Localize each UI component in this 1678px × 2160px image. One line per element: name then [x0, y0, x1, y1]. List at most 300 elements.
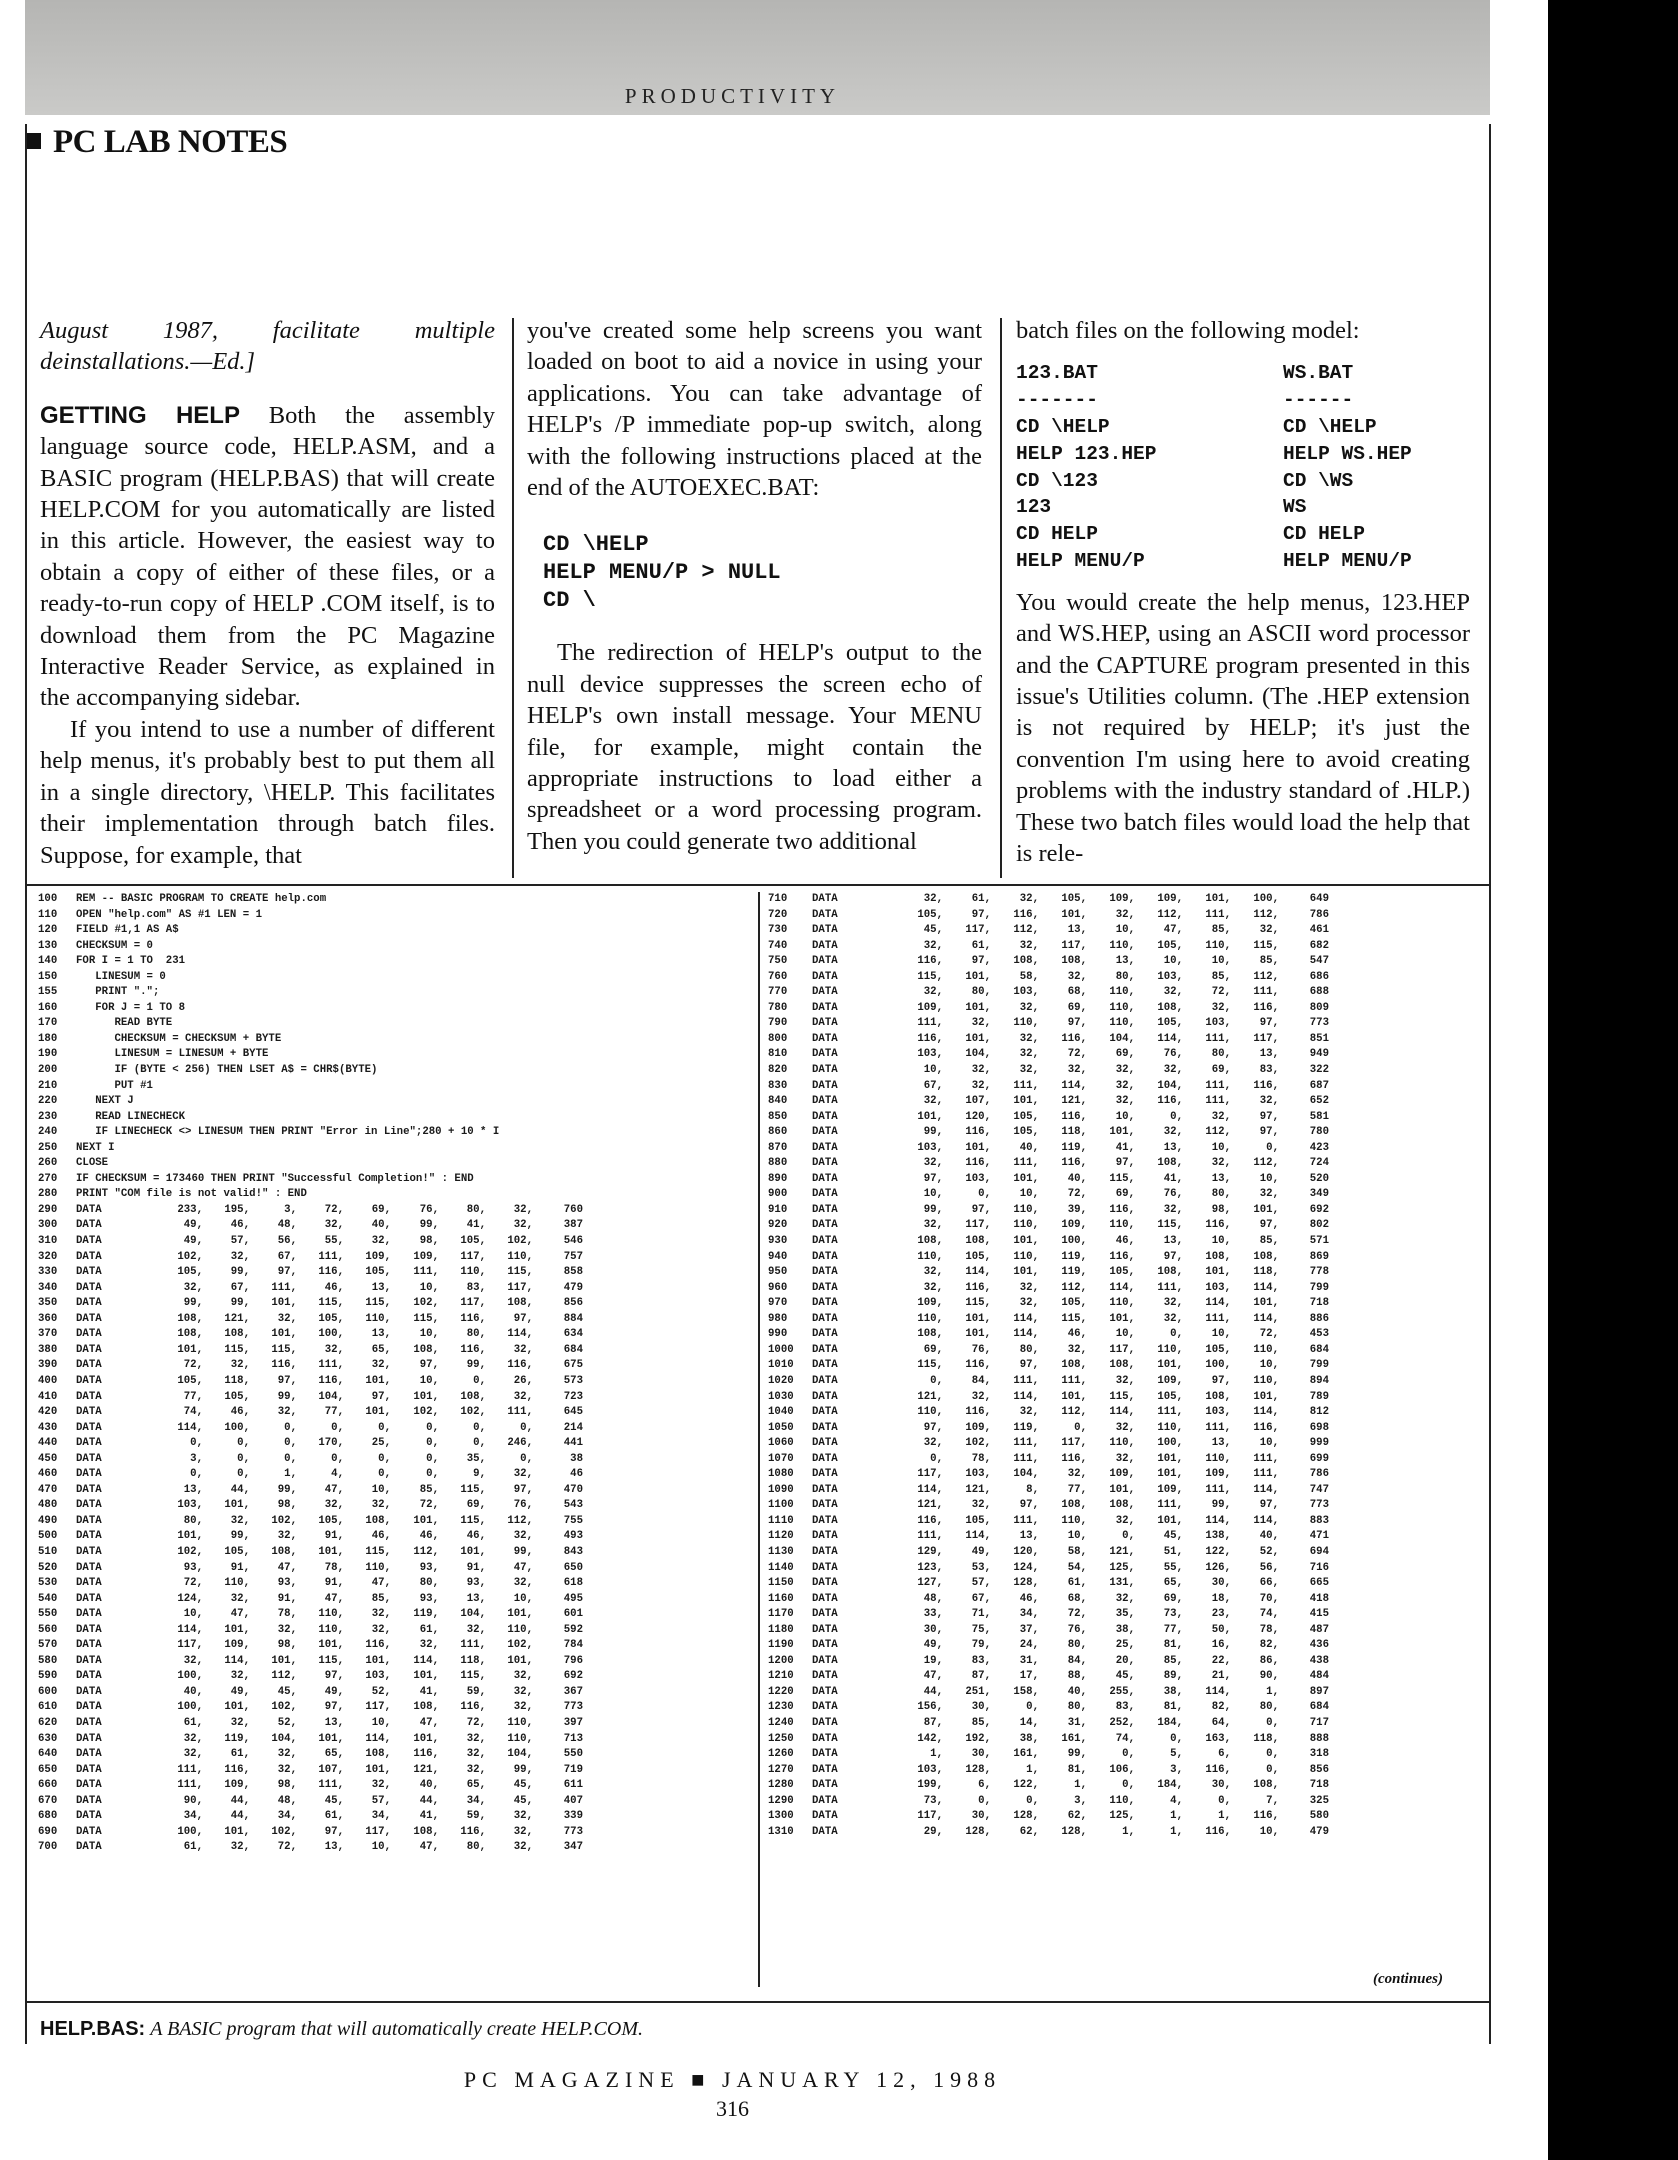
data-keyword: DATA	[812, 1577, 838, 1590]
line-number: 470	[38, 1483, 58, 1496]
data-value: 32,	[923, 1095, 943, 1108]
data-value: 32,	[1163, 1203, 1183, 1216]
line-number: 520	[38, 1561, 58, 1574]
data-value: 0,	[190, 1468, 203, 1481]
data-value: 65,	[324, 1748, 344, 1761]
statement: NEXT J	[76, 1095, 134, 1108]
data-value: 115,	[507, 1266, 533, 1279]
data-value: 170,	[318, 1437, 344, 1450]
data-value: 101,	[365, 1374, 391, 1387]
statement: FIELD #1,1 AS A$	[76, 924, 179, 937]
data-keyword: DATA	[812, 1203, 838, 1216]
line-checksum: 675	[563, 1359, 583, 1372]
data-value: 85,	[1163, 1654, 1183, 1667]
data-value: 69,	[1067, 1001, 1087, 1014]
data-keyword: DATA	[812, 1732, 838, 1745]
data-value: 111,	[1061, 1374, 1087, 1387]
data-keyword: DATA	[76, 1312, 102, 1325]
data-value: 48,	[923, 1592, 943, 1605]
line-number: 110	[38, 908, 58, 921]
data-keyword: DATA	[812, 1017, 838, 1030]
data-value: 5,	[1170, 1748, 1183, 1761]
data-value: 32,	[277, 1623, 297, 1636]
data-value: 111,	[1157, 1499, 1183, 1512]
line-number: 1140	[768, 1561, 794, 1574]
data-value: 184,	[1157, 1716, 1183, 1729]
data-value: 101,	[1253, 1297, 1279, 1310]
data-value: 91,	[466, 1561, 486, 1574]
data-value: 101,	[1157, 1359, 1183, 1372]
data-value: 161,	[1061, 1732, 1087, 1745]
data-value: 121,	[1109, 1545, 1135, 1558]
code-line: CD \	[543, 588, 596, 614]
line-number: 740	[768, 939, 788, 952]
line-number: 560	[38, 1623, 58, 1636]
data-value: 126,	[1205, 1561, 1231, 1574]
data-value: 13,	[1115, 955, 1135, 968]
line-checksum: 684	[563, 1343, 583, 1356]
data-value: 73,	[1163, 1608, 1183, 1621]
data-value: 112,	[507, 1514, 533, 1527]
statement: READ LINECHECK	[76, 1110, 186, 1123]
data-value: 48,	[277, 1219, 297, 1232]
data-value: 117,	[917, 1810, 943, 1823]
data-value: 103,	[1205, 1017, 1231, 1030]
line-checksum: 784	[563, 1639, 583, 1652]
data-keyword: DATA	[76, 1219, 102, 1232]
data-value: 30,	[1211, 1577, 1231, 1590]
data-value: 123,	[917, 1561, 943, 1574]
data-keyword: DATA	[812, 1452, 838, 1465]
data-value: 99,	[923, 1203, 943, 1216]
data-value: 114,	[224, 1654, 250, 1667]
line-number: 610	[38, 1701, 58, 1714]
data-value: 111,	[460, 1639, 486, 1652]
data-value: 29,	[923, 1825, 943, 1838]
data-value: 110,	[507, 1732, 533, 1745]
data-value: 85,	[371, 1592, 391, 1605]
data-value: 128,	[965, 1763, 991, 1776]
data-value: 3,	[284, 1203, 297, 1216]
data-value: 118,	[1253, 1266, 1279, 1279]
statement: PRINT ".";	[76, 986, 160, 999]
data-value: 111,	[1253, 1452, 1279, 1465]
data-value: 121,	[413, 1763, 439, 1776]
data-value: 101,	[1013, 1235, 1039, 1248]
data-value: 117,	[1061, 1437, 1087, 1450]
data-value: 17,	[1019, 1670, 1039, 1683]
data-value: 77,	[1067, 1483, 1087, 1496]
data-value: 100,	[1253, 893, 1279, 905]
data-value: 70,	[1259, 1592, 1279, 1605]
data-value: 13,	[1259, 1048, 1279, 1061]
data-value: 32,	[513, 1203, 533, 1216]
data-value: 111,	[318, 1779, 344, 1792]
data-value: 61,	[419, 1623, 439, 1636]
line-number: 150	[38, 970, 58, 983]
data-keyword: DATA	[76, 1266, 102, 1279]
data-value: 40,	[1067, 1685, 1087, 1698]
data-value: 31,	[1067, 1716, 1087, 1729]
data-value: 110,	[1157, 1343, 1183, 1356]
line-number: 1280	[768, 1779, 794, 1792]
data-value: 110,	[1157, 1421, 1183, 1434]
data-value: 115,	[365, 1297, 391, 1310]
line-number: 700	[38, 1841, 58, 1854]
data-value: 101,	[1109, 1126, 1135, 1139]
line-number: 1040	[768, 1406, 794, 1419]
data-value: 72,	[1211, 986, 1231, 999]
data-value: 101,	[460, 1545, 486, 1558]
line-number: 250	[38, 1141, 58, 1154]
data-value: 0,	[237, 1437, 250, 1450]
data-value: 111,	[1205, 1095, 1231, 1108]
scan-edge-strip	[1548, 0, 1678, 2160]
data-value: 114,	[1253, 1514, 1279, 1527]
data-value: 32,	[1163, 1064, 1183, 1077]
line-checksum: 550	[563, 1748, 583, 1761]
data-value: 104,	[1157, 1079, 1183, 1092]
data-value: 13,	[1067, 924, 1087, 937]
data-value: 106,	[1109, 1763, 1135, 1776]
data-value: 99,	[419, 1219, 439, 1232]
data-value: 117,	[365, 1701, 391, 1714]
data-keyword: DATA	[812, 939, 838, 952]
data-value: 57,	[971, 1577, 991, 1590]
data-value: 116,	[1109, 1250, 1135, 1263]
batch-123-line: -------	[1016, 389, 1098, 412]
data-value: 44,	[419, 1794, 439, 1807]
data-value: 99,	[183, 1297, 203, 1310]
data-value: 47,	[324, 1592, 344, 1605]
data-value: 115,	[1253, 939, 1279, 952]
data-value: 100,	[177, 1670, 203, 1683]
data-value: 116,	[1253, 1810, 1279, 1823]
data-value: 32,	[466, 1623, 486, 1636]
line-checksum: 684	[1309, 1343, 1329, 1356]
data-keyword: DATA	[76, 1406, 102, 1419]
data-value: 109,	[1109, 893, 1135, 905]
line-checksum: 778	[1309, 1266, 1329, 1279]
line-checksum: 897	[1309, 1685, 1329, 1698]
data-value: 32,	[971, 1017, 991, 1030]
data-value: 80,	[1211, 1048, 1231, 1061]
data-value: 32,	[1115, 1374, 1135, 1387]
data-value: 114,	[1205, 1297, 1231, 1310]
data-value: 110,	[318, 1608, 344, 1621]
data-value: 76,	[971, 1343, 991, 1356]
statement: IF CHECKSUM = 173460 THEN PRINT "Successful Completion!" : END	[76, 1172, 474, 1185]
data-value: 105,	[460, 1235, 486, 1248]
data-value: 116,	[1205, 1825, 1231, 1838]
data-value: 112,	[413, 1545, 439, 1558]
data-value: 104,	[965, 1048, 991, 1061]
line-number: 310	[38, 1235, 58, 1248]
data-keyword: DATA	[76, 1499, 102, 1512]
data-value: 65,	[371, 1343, 391, 1356]
data-value: 10,	[1211, 1235, 1231, 1248]
line-number: 960	[768, 1281, 788, 1294]
data-value: 116,	[917, 1514, 943, 1527]
data-value: 0,	[1122, 1530, 1135, 1543]
data-value: 46,	[1115, 1235, 1135, 1248]
data-value: 66,	[1259, 1577, 1279, 1590]
line-checksum: 747	[1309, 1483, 1329, 1496]
data-value: 108,	[917, 1235, 943, 1248]
data-value: 1,	[1266, 1685, 1279, 1698]
line-number: 820	[768, 1064, 788, 1077]
data-value: 138,	[1205, 1530, 1231, 1543]
data-value: 91,	[277, 1592, 297, 1605]
data-value: 89,	[1163, 1670, 1183, 1683]
data-value: 13,	[466, 1592, 486, 1605]
data-value: 69,	[923, 1343, 943, 1356]
statement: IF (BYTE < 256) THEN LSET A$ = CHR$(BYTE)	[76, 1064, 378, 1077]
data-value: 25,	[1115, 1639, 1135, 1652]
line-number: 690	[38, 1825, 58, 1838]
data-value: 116,	[1109, 1203, 1135, 1216]
data-value: 58,	[1067, 1545, 1087, 1558]
data-keyword: DATA	[812, 1141, 838, 1154]
data-value: 47,	[324, 1483, 344, 1496]
data-value: 111,	[1013, 1437, 1039, 1450]
data-value: 32,	[971, 1079, 991, 1092]
data-value: 32,	[1019, 1048, 1039, 1061]
listing-top-rule	[25, 884, 1490, 886]
line-number: 480	[38, 1499, 58, 1512]
right-rule	[1489, 124, 1491, 2044]
data-value: 108,	[177, 1328, 203, 1341]
data-value: 117,	[365, 1825, 391, 1838]
line-checksum: 888	[1309, 1732, 1329, 1745]
data-value: 115,	[271, 1343, 297, 1356]
data-value: 13,	[1163, 1141, 1183, 1154]
data-value: 91,	[324, 1577, 344, 1590]
data-value: 122,	[1013, 1779, 1039, 1792]
data-value: 101,	[365, 1654, 391, 1667]
data-value: 13,	[1211, 1437, 1231, 1450]
data-value: 108,	[460, 1390, 486, 1403]
data-value: 65,	[466, 1779, 486, 1792]
data-value: 114,	[1253, 1406, 1279, 1419]
data-value: 41,	[1115, 1141, 1135, 1154]
data-value: 0,	[473, 1374, 486, 1387]
data-value: 46,	[419, 1530, 439, 1543]
data-value: 105,	[1013, 1110, 1039, 1123]
data-value: 101,	[413, 1390, 439, 1403]
data-value: 40,	[1067, 1172, 1087, 1185]
data-value: 81,	[1163, 1701, 1183, 1714]
data-value: 72,	[1259, 1328, 1279, 1341]
data-keyword: DATA	[812, 1514, 838, 1527]
data-value: 44,	[230, 1810, 250, 1823]
data-value: 0,	[1170, 1328, 1183, 1341]
editor-note: August 1987, facilitate multiple deinstallations.—Ed.]	[40, 317, 495, 376]
data-value: 119,	[1013, 1421, 1039, 1434]
batch-ws-line: HELP MENU/P	[1283, 549, 1412, 572]
data-value: 10,	[1115, 1110, 1135, 1123]
data-value: 107,	[965, 1095, 991, 1108]
line-checksum: 634	[563, 1328, 583, 1341]
data-value: 56,	[277, 1235, 297, 1248]
line-number: 320	[38, 1250, 58, 1263]
data-value: 110,	[507, 1250, 533, 1263]
data-value: 192,	[965, 1732, 991, 1745]
line-number: 290	[38, 1203, 58, 1216]
data-value: 32,	[923, 893, 943, 905]
data-value: 0,	[1266, 1141, 1279, 1154]
data-value: 59,	[466, 1810, 486, 1823]
data-value: 21,	[1211, 1670, 1231, 1683]
data-value: 91,	[230, 1561, 250, 1574]
data-value: 0,	[378, 1468, 391, 1481]
data-value: 105,	[917, 908, 943, 921]
data-value: 61,	[324, 1810, 344, 1823]
data-value: 18,	[1211, 1592, 1231, 1605]
data-keyword: DATA	[76, 1701, 102, 1714]
data-keyword: DATA	[76, 1390, 102, 1403]
data-keyword: DATA	[812, 1561, 838, 1574]
data-value: 0,	[473, 1437, 486, 1450]
data-value: 119,	[413, 1608, 439, 1621]
line-number: 1250	[768, 1732, 794, 1745]
data-value: 32,	[324, 1499, 344, 1512]
data-value: 10,	[1211, 1141, 1231, 1154]
data-value: 61,	[971, 893, 991, 905]
data-value: 79,	[971, 1639, 991, 1652]
data-value: 90,	[183, 1794, 203, 1807]
data-value: 32,	[971, 1064, 991, 1077]
data-value: 0,	[284, 1452, 297, 1465]
data-value: 105,	[965, 1514, 991, 1527]
data-value: 32,	[1067, 1064, 1087, 1077]
data-value: 101,	[1157, 1452, 1183, 1465]
data-value: 85,	[419, 1483, 439, 1496]
data-value: 97,	[923, 1172, 943, 1185]
data-value: 80,	[466, 1203, 486, 1216]
data-value: 114,	[1013, 1328, 1039, 1341]
data-value: 10,	[923, 1064, 943, 1077]
data-value: 115,	[413, 1312, 439, 1325]
data-value: 97,	[1259, 1219, 1279, 1232]
line-number: 920	[768, 1219, 788, 1232]
data-value: 32,	[371, 1359, 391, 1372]
data-value: 45,	[1163, 1530, 1183, 1543]
data-value: 115,	[917, 970, 943, 983]
data-value: 32,	[1259, 1188, 1279, 1201]
data-value: 0,	[378, 1452, 391, 1465]
data-keyword: DATA	[76, 1841, 102, 1854]
data-value: 121,	[224, 1312, 250, 1325]
data-value: 1,	[1170, 1825, 1183, 1838]
line-number: 930	[768, 1235, 788, 1248]
data-value: 101,	[1253, 1203, 1279, 1216]
data-keyword: DATA	[76, 1374, 102, 1387]
data-value: 32,	[923, 1219, 943, 1232]
data-value: 76,	[513, 1499, 533, 1512]
data-value: 13,	[1163, 1235, 1183, 1248]
data-value: 117,	[965, 1219, 991, 1232]
line-checksum: 949	[1309, 1048, 1329, 1061]
data-value: 102,	[177, 1545, 203, 1558]
data-value: 115,	[1061, 1312, 1087, 1325]
data-value: 108,	[917, 1328, 943, 1341]
line-number: 1160	[768, 1592, 794, 1605]
data-value: 117,	[177, 1639, 203, 1652]
data-value: 114,	[1205, 1685, 1231, 1698]
line-number: 1070	[768, 1452, 794, 1465]
data-value: 32,	[371, 1235, 391, 1248]
caption-label: HELP.BAS:	[40, 2018, 146, 2040]
line-number: 870	[768, 1141, 788, 1154]
data-value: 100,	[224, 1421, 250, 1434]
data-value: 10,	[513, 1592, 533, 1605]
data-value: 67,	[923, 1079, 943, 1092]
data-keyword: DATA	[76, 1250, 102, 1263]
data-value: 61,	[183, 1841, 203, 1854]
batch-ws-line: HELP WS.HEP	[1283, 442, 1412, 465]
issue-date: JANUARY 12, 1988	[721, 2067, 1002, 2092]
line-number: 770	[768, 986, 788, 999]
data-value: 30,	[923, 1623, 943, 1636]
data-value: 61,	[1067, 1577, 1087, 1590]
data-value: 1,	[1218, 1810, 1231, 1823]
line-number: 1230	[768, 1701, 794, 1714]
data-value: 19,	[923, 1654, 943, 1667]
data-value: 56,	[1259, 1561, 1279, 1574]
data-value: 32,	[1115, 1452, 1135, 1465]
data-value: 32,	[324, 1343, 344, 1356]
data-value: 47,	[277, 1561, 297, 1574]
data-value: 97,	[1019, 1359, 1039, 1372]
subhead-getting-help: GETTING HELP	[40, 401, 240, 429]
data-value: 32,	[923, 939, 943, 952]
data-value: 76,	[1163, 1048, 1183, 1061]
data-value: 111,	[1205, 1312, 1231, 1325]
data-keyword: DATA	[76, 1203, 102, 1216]
data-value: 110,	[1109, 1001, 1135, 1014]
data-value: 32,	[183, 1281, 203, 1294]
data-value: 99,	[230, 1530, 250, 1543]
data-value: 110,	[1109, 1017, 1135, 1030]
line-checksum: 611	[563, 1779, 583, 1792]
line-checksum: 650	[563, 1561, 583, 1574]
data-keyword: DATA	[812, 1670, 838, 1683]
line-number: 230	[38, 1110, 58, 1123]
line-number: 510	[38, 1545, 58, 1558]
data-value: 72,	[183, 1359, 203, 1372]
line-number: 1180	[768, 1623, 794, 1636]
data-value: 127,	[917, 1577, 943, 1590]
line-number: 590	[38, 1670, 58, 1683]
data-value: 32,	[1115, 1421, 1135, 1434]
data-value: 0,	[978, 1794, 991, 1807]
data-value: 108,	[224, 1328, 250, 1341]
data-value: 85,	[1211, 924, 1231, 937]
data-value: 108,	[413, 1825, 439, 1838]
data-value: 0,	[284, 1421, 297, 1434]
data-value: 98,	[277, 1499, 297, 1512]
data-keyword: DATA	[76, 1359, 102, 1372]
line-number: 760	[768, 970, 788, 983]
batch-file-123	[1016, 360, 1203, 574]
data-value: 0,	[1170, 1110, 1183, 1123]
data-value: 4,	[1170, 1794, 1183, 1807]
data-value: 110,	[1109, 986, 1135, 999]
data-keyword: DATA	[812, 1825, 838, 1838]
data-value: 32,	[1019, 1297, 1039, 1310]
data-value: 32,	[513, 1577, 533, 1590]
